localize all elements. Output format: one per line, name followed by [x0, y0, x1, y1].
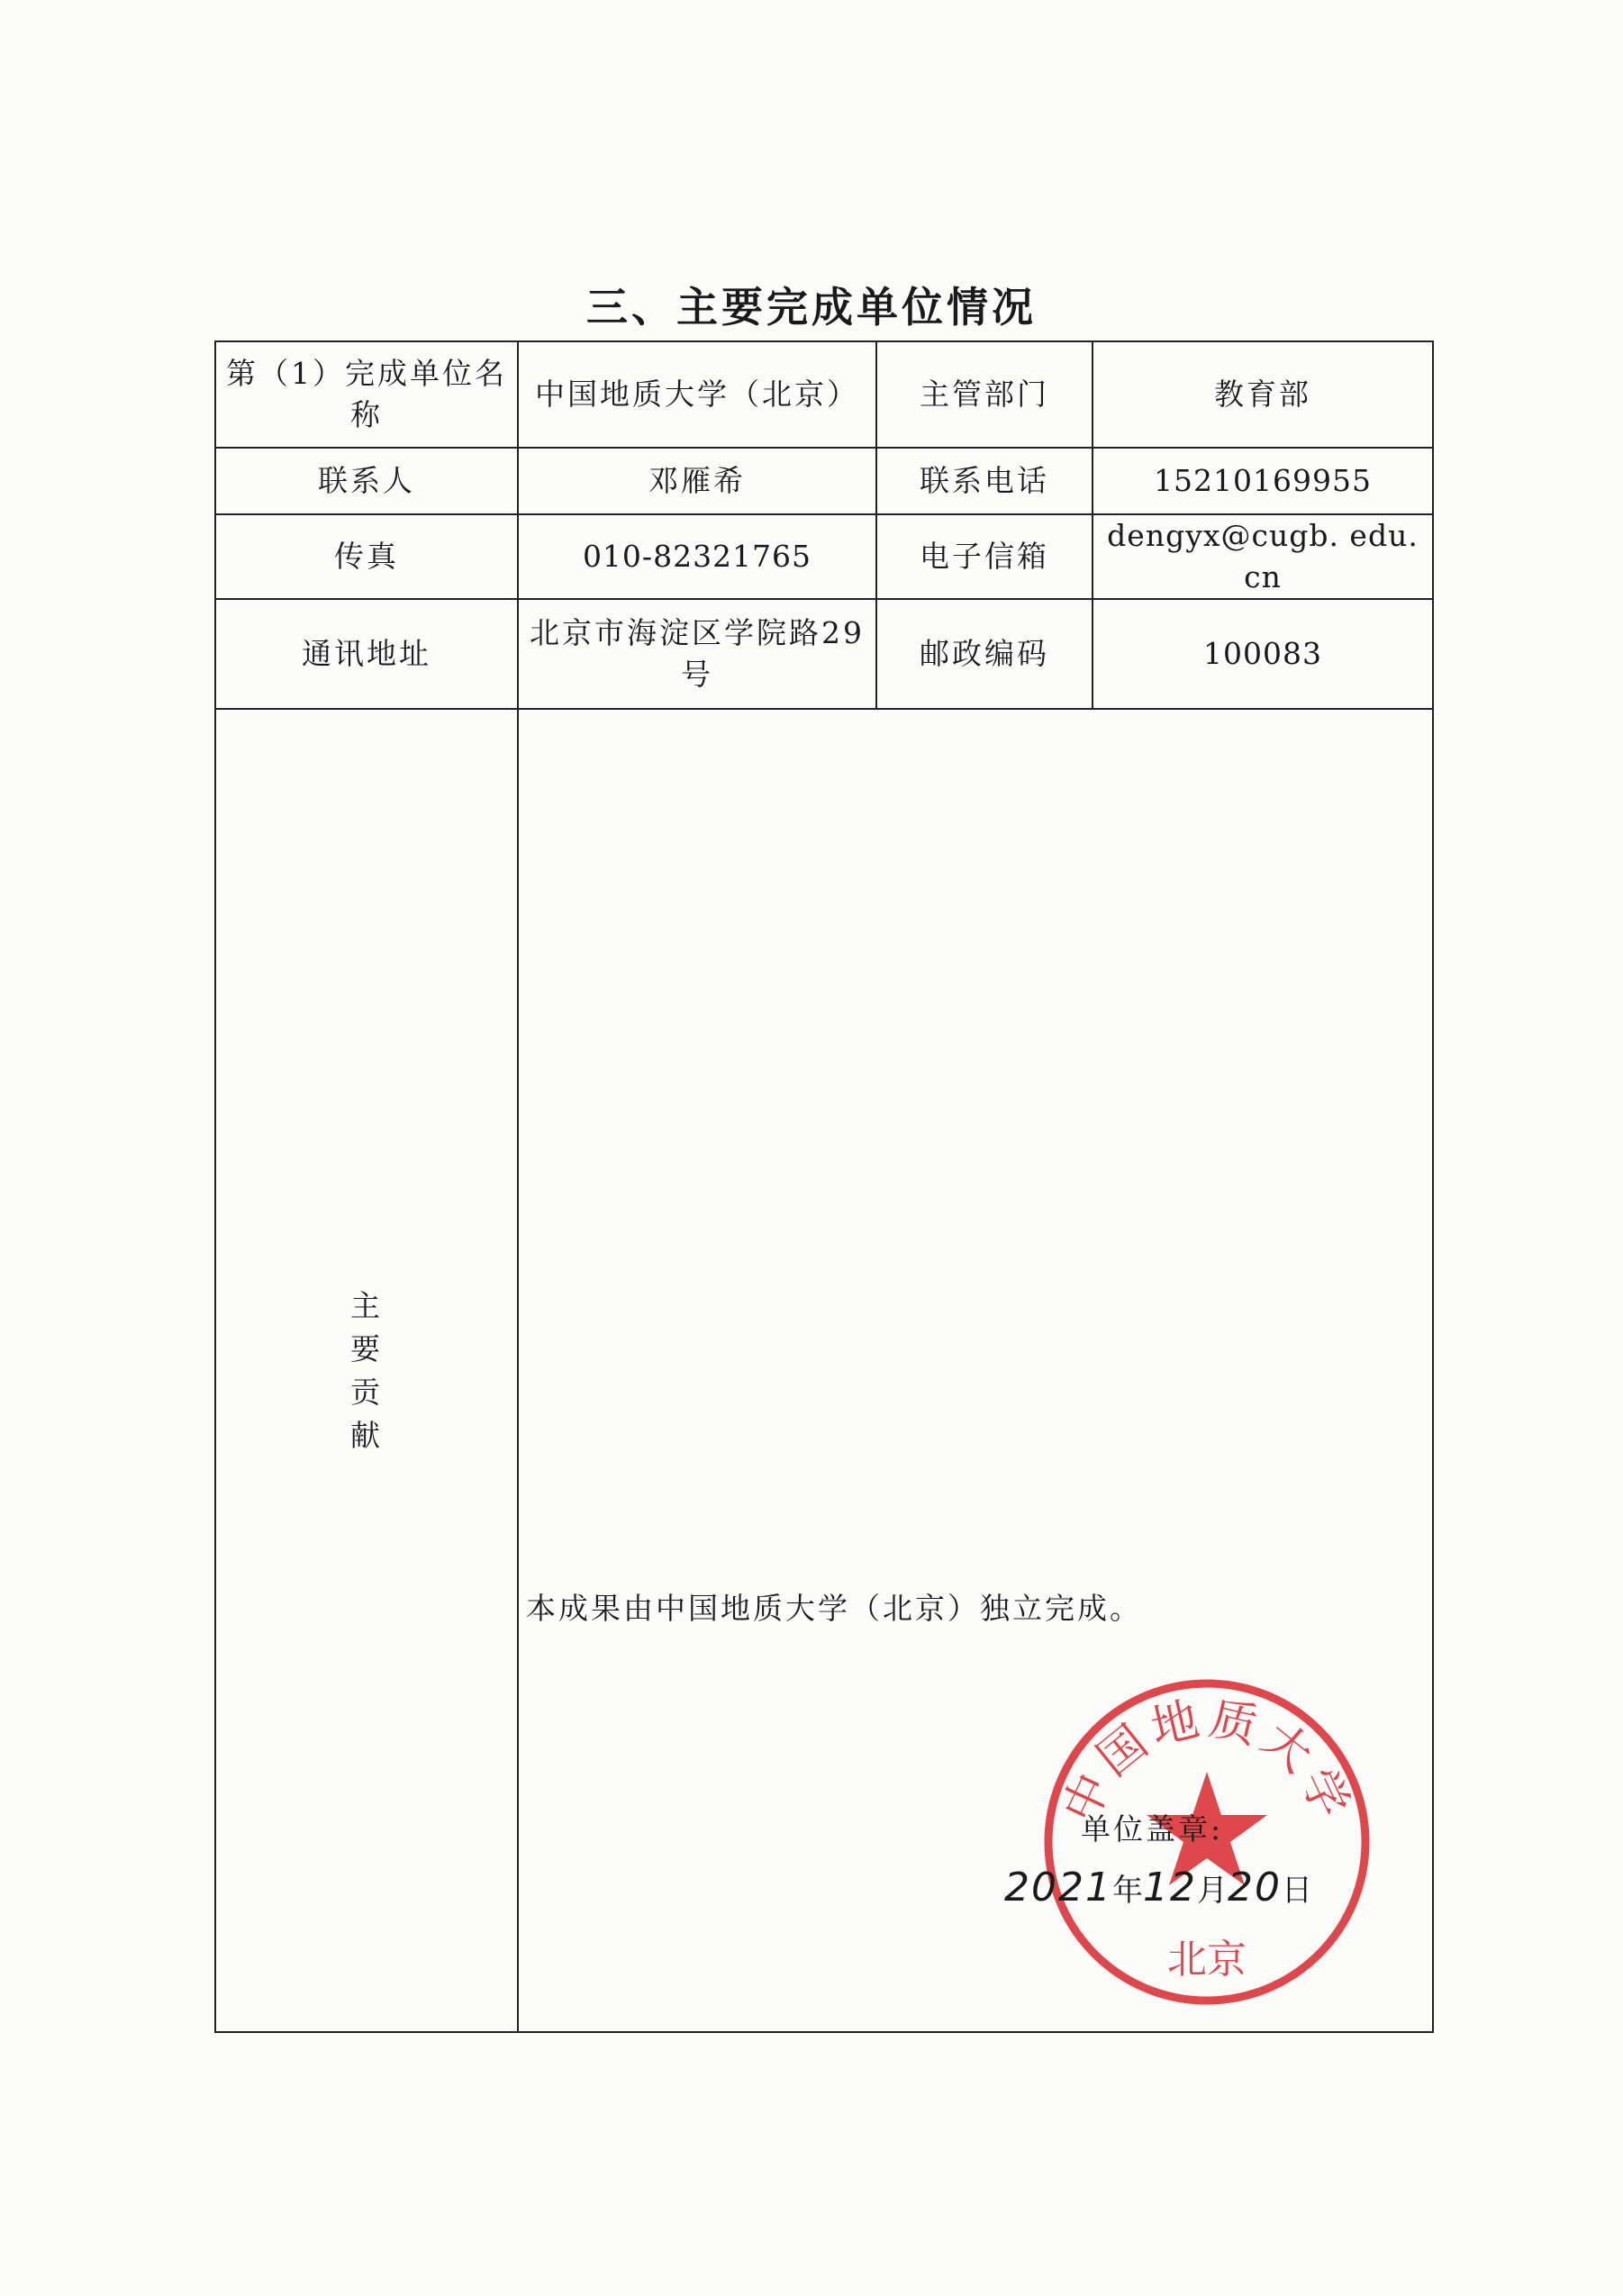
contact-value: 邓雁希 — [518, 448, 876, 514]
date-day-unit: 日 — [1281, 1873, 1312, 1909]
unit-name-value: 中国地质大学（北京） — [518, 341, 876, 448]
seal-bottom-text: 北京 — [1167, 1937, 1247, 1983]
phone-value: 15210169955 — [1093, 448, 1433, 514]
email-value: dengyx@cugb. edu. cn — [1093, 514, 1433, 599]
date-month: 12 — [1142, 1865, 1197, 1910]
email-label: 电子信箱 — [876, 514, 1093, 599]
postcode-value: 100083 — [1093, 599, 1433, 709]
seal-label: 单位盖章: — [1081, 1811, 1224, 1847]
fax-value: 010-82321765 — [518, 514, 876, 599]
contact-label: 联系人 — [215, 448, 518, 514]
contribution-label-cell — [215, 709, 518, 2032]
date-day: 20 — [1227, 1865, 1282, 1910]
unit-name-label: 第（1）完成单位名称 — [215, 341, 518, 448]
department-value: 教育部 — [1093, 341, 1433, 448]
date-month-unit: 月 — [1196, 1873, 1228, 1909]
seal-arc-text: 中国地质大学 — [1053, 1691, 1361, 1831]
contribution-label: 主要贡献 — [350, 1287, 383, 1453]
date-year: 2021 — [1004, 1865, 1112, 1910]
postcode-label: 邮政编码 — [876, 599, 1093, 709]
address-value: 北京市海淀区学院路29 号 — [518, 599, 876, 709]
page-title: 三、主要完成单位情况 — [586, 283, 1037, 331]
contribution-text: 本成果由中国地质大学（北京）独立完成。 — [526, 1591, 1142, 1626]
date-year-unit: 年 — [1111, 1873, 1143, 1909]
fax-label: 传真 — [215, 514, 518, 599]
department-label: 主管部门 — [876, 341, 1093, 448]
signature-date — [1004, 1865, 1312, 1910]
address-label: 通讯地址 — [215, 599, 518, 709]
phone-label: 联系电话 — [876, 448, 1093, 514]
